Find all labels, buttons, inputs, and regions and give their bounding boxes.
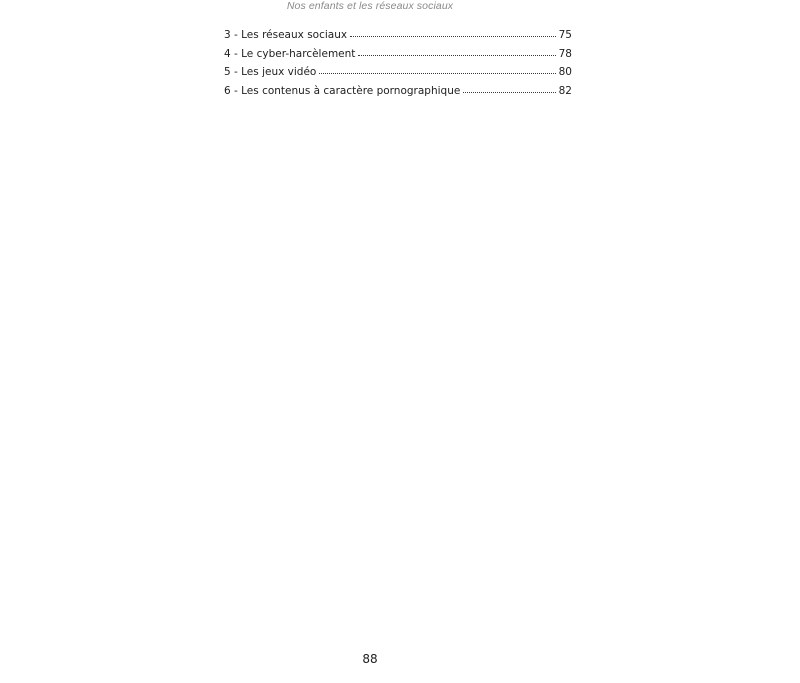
running-header: Nos enfants et les réseaux sociaux — [286, 0, 454, 12]
toc-dot-leader — [319, 65, 556, 75]
toc-dot-leader — [358, 47, 556, 57]
toc-entry-page: 78 — [558, 47, 572, 60]
toc-entry — [224, 65, 572, 84]
toc-entry-title: 5 - Les jeux vidéo — [224, 66, 317, 78]
toc-entry-title: 6 - Les contenus à caractère pornographique — [224, 84, 461, 97]
table-of-contents — [224, 28, 572, 102]
toc-entry-page: 80 — [558, 66, 572, 78]
toc-entry-page: 82 — [558, 84, 572, 97]
toc-entry-title: 3 - Les réseaux sociaux — [224, 29, 348, 41]
toc-entry — [224, 28, 572, 47]
toc-dot-leader — [350, 28, 556, 38]
toc-entry-title: 4 - Le cyber-harcèlement — [224, 47, 356, 60]
toc-entry-page: 75 — [558, 29, 572, 41]
toc-entry — [224, 47, 572, 66]
page-number: 88 — [362, 652, 378, 666]
toc-entry — [224, 84, 572, 103]
toc-dot-leader — [463, 84, 556, 94]
